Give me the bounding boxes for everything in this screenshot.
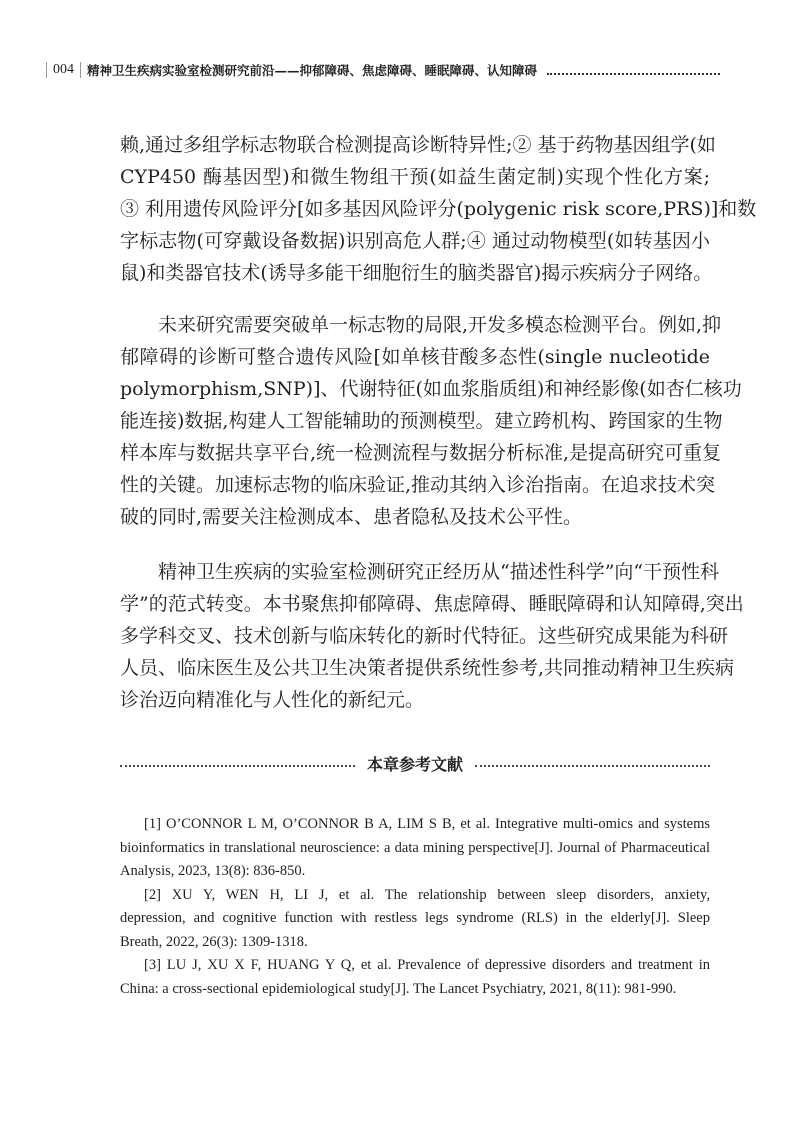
reference-item [120, 813, 710, 884]
reference-line: [1] O’CONNOR L M, O’CONNOR B A, LIM S B, et al. Integrative multi-omics and systems [144, 816, 710, 832]
text-line: ③ 利用遗传风险评分[如多基因风险评分(polygenic risk score,PRS)]和数 [120, 198, 757, 220]
text-line: CYP450 酶基因型)和微生物组干预(如益生菌定制)实现个性化方案; [120, 166, 710, 188]
header-dotted-leader [547, 65, 720, 75]
reference-line: China: a cross-sectional epidemiological study[J]. The Lancet Psychiatry, 2021, 8(11): 981-990. [120, 980, 677, 997]
reference-line: [3] LU J, XU X F, HUANG Y Q, et al. Prevalence of depressive disorders and treatment in [144, 957, 710, 973]
reference-item [120, 884, 710, 955]
header-divider [80, 62, 81, 78]
paragraph-1 [120, 129, 757, 289]
references-heading [120, 752, 710, 775]
page-number: 004 [53, 62, 74, 77]
text-line: 精神卫生疾病的实验室检测研究正经历从“描述性科学”向“干预性科 [120, 561, 720, 583]
paragraph-3 [120, 556, 744, 716]
reference-item [120, 954, 710, 1001]
reference-line: [2] XU Y, WEN H, LI J, et al. The relationship between sleep disorders, anxiety, [144, 886, 710, 903]
dotted-leader [120, 765, 355, 767]
text-line: 字标志物(可穿戴设备数据)识别高危人群;④ 通过动物模型(如转基因小 [120, 230, 710, 252]
text-line: 人员、临床医生及公共卫生决策者提供系统性参考,共同推动精神卫生疾病 [120, 657, 735, 679]
reference-line: bioinformatics in translational neuroscience: a data mining perspective[J]. Journal of Pharmaceutical [120, 839, 710, 856]
text-line: 学”的范式转变。本书聚焦抑郁障碍、焦虑障碍、睡眠障碍和认知障碍,突出 [120, 593, 744, 615]
reference-line: depression, and cognitive function with restless legs syndrome (RLS) in the elderly[J]. Sleep [120, 910, 710, 926]
running-header [40, 60, 720, 80]
text-line: polymorphism,SNP)]、代谢特征(如血浆脂质组)和神经影像(如杏仁核功 [120, 378, 742, 400]
text-line: 鼠)和类器官技术(诱导多能干细胞衍生的脑类器官)揭示疾病分子网络。 [120, 262, 713, 284]
reference-line: Analysis, 2023, 13(8): 836-850. [120, 863, 306, 879]
dotted-leader [475, 765, 710, 767]
text-line: 性的关键。加速标志物的临床验证,推动其纳入诊治指南。在追求技术突 [120, 474, 716, 496]
text-line: 赖,通过多组学标志物联合检测提高诊断特异性;② 基于药物基因组学(如 [120, 134, 716, 156]
text-line: 郁障碍的诊断可整合遗传风险[如单核苷酸多态性(single nucleotide [120, 346, 710, 368]
text-line: 破的同时,需要关注检测成本、患者隐私及技术公平性。 [120, 506, 583, 528]
text-line: 诊治迈向精准化与人性化的新纪元。 [120, 689, 425, 711]
paragraph-2 [120, 309, 742, 533]
reference-list [120, 813, 710, 1001]
text-line: 未来研究需要突破单一标志物的局限,开发多模态检测平台。例如,抑 [120, 314, 722, 336]
text-line: 能连接)数据,构建人工智能辅助的预测模型。建立跨机构、跨国家的生物 [120, 410, 723, 432]
header-divider [46, 62, 47, 78]
references-title: 本章参考文献 [367, 755, 464, 774]
text-line: 多学科交叉、技术创新与临床转化的新时代特征。这些研究成果能为科研 [120, 625, 729, 647]
reference-line: Breath, 2022, 26(3): 1309-1318. [120, 933, 308, 950]
book-title: 精神卫生疾病实验室检测研究前沿——抑郁障碍、焦虑障碍、睡眠障碍、认知障碍 [87, 63, 538, 78]
text-line: 样本库与数据共享平台,统一检测流程与数据分析标准,是提高研究可重复 [120, 442, 722, 464]
